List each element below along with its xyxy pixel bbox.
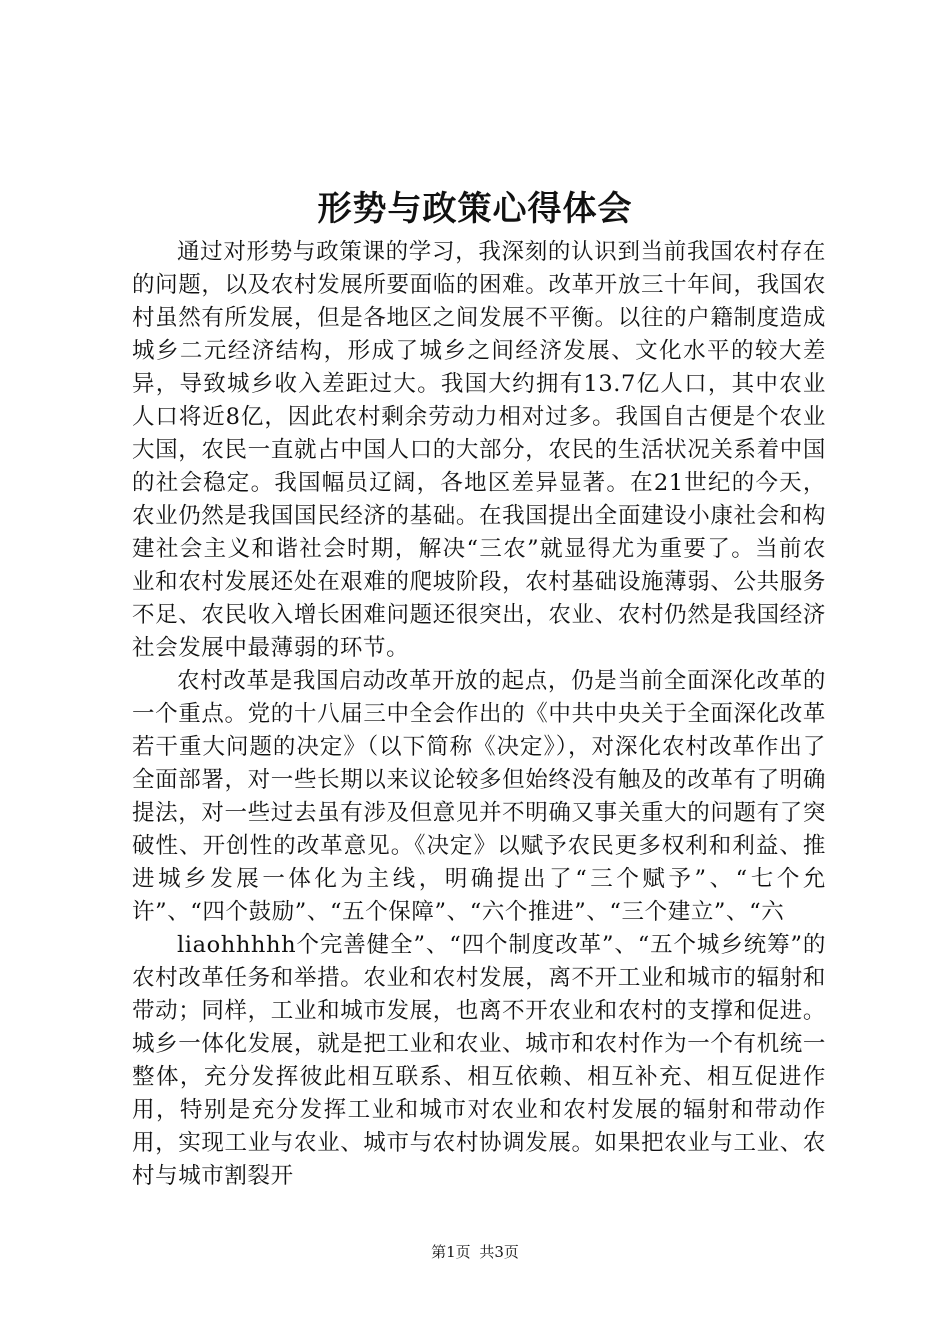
paragraph-2: 农村改革是我国启动改革开放的起点，仍是当前全面深化改革的一个重点。党的十八届三中全会作出的《中共中央关于全面深化改革若干重大问题的决定》（以下简称《决定》），对深化农村改革作出了全面部署，对一些长期以来议论较多但始终没有触及的改革有了明确提法，对一些过去虽有涉及但意见并不明确又事关重大的问题有了突破性、开创性的改革意见。《决定》以赋予农民更多权利和利益、推进城乡发展一体化为主线，明确提出了“三个赋予”、“七个允许”、“四个鼓励”、“五个保障”、“六个推进”、“三个建立”、“六 xyxy=(132,668,826,925)
page-footer xyxy=(0,1242,950,1262)
document-body xyxy=(132,236,826,1193)
page-number: 第1页 xyxy=(431,1243,471,1261)
page-total: 共3页 xyxy=(479,1243,519,1261)
paragraph-1: 通过对形势与政策课的学习，我深刻的认识到当前我国农村存在的问题，以及农村发展所要面临的困难。改革开放三十年间，我国农村虽然有所发展，但是各地区之间发展不平衡。以往的户籍制度造成城乡二元经济结构，形成了城乡之间经济发展、文化水平的较大差异，导致城乡收入差距过大。我国大约拥有13.7亿人口，其中农业人口将近8亿，因此农村剩余劳动力相对过多。我国自古便是个农业大国，农民一直就占中国人口的大部分，农民的生活状况关系着中国的社会稳定。我国幅员辽阔，各地区差异显著。在21世纪的今天，农业仍然是我国国民经济的基础。在我国提出全面建设小康社会和构建社会主义和谐社会时期，解决“三农”就显得尤为重要了。当前农业和农村发展还处在艰难的爬坡阶段，农村基础设施薄弱、公共服务不足、农民收入增长困难问题还很突出，农业、农村仍然是我国经济社会发展中最薄弱的环节。 xyxy=(132,239,826,661)
paragraph-3: liaohhhhh个完善健全”、“四个制度改革”、“五个城乡统筹”的农村改革任务和举措。农业和农村发展，离不开工业和城市的辐射和带动；同样，工业和城市发展，也离不开农业和农村的支撑和促进。城乡一体化发展，就是把工业和农业、城市和农村作为一个有机统一整体，充分发挥彼此相互联系、相互依赖、相互补充、相互促进作用，特别是充分发挥工业和城市对农业和农村发展的辐射和带动作用，实现工业与农业、城市与农村协调发展。如果把农业与工业、农村与城市割裂开 xyxy=(132,932,826,1189)
document-title: 形势与政策心得体会 xyxy=(317,189,633,229)
